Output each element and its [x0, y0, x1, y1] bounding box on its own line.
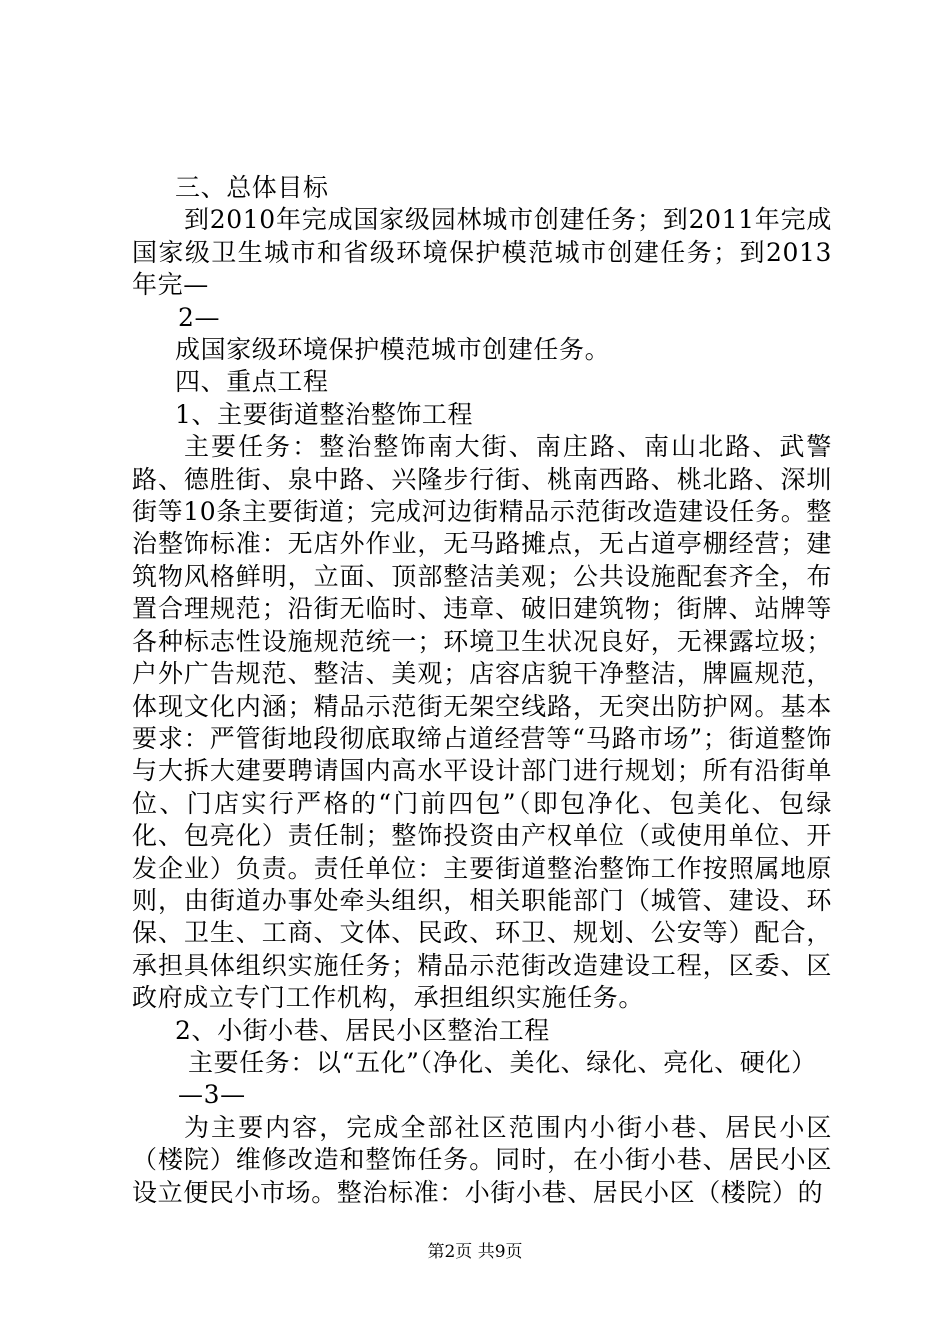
page-marker-3: —3—	[178, 1080, 246, 1110]
subheading-main-streets: 1、主要街道整治整饰工程	[175, 399, 474, 429]
document-body	[132, 172, 832, 1209]
paragraph-overall-goal: 到2010年完成国家级园林城市创建任务；到2011年完成国家级卫生城市和省级环境保护模范城市创建任务；到2013年完—	[132, 205, 832, 300]
paragraph-small-streets-tasks: 主要任务：以“五化”（净化、美化、绿化、亮化、硬化）	[188, 1047, 817, 1077]
page-marker-2: 2—	[178, 302, 221, 332]
subheading-small-streets: 2、小街小巷、居民小区整治工程	[175, 1015, 550, 1045]
paragraph-main-streets-tasks: 主要任务：整治整饰南大街、南庄路、南山北路、武警路、德胜街、泉中路、兴隆步行街、桃南西路、桃北路、深圳街等10条主要街道；完成河边街精品示范街改造建设任务。整治整饰标准：无店外作业，无马路摊点，无占道亭棚经营；建筑物风格鲜明，立面、顶部整洁美观；公共设施配套齐全，布置合理规范；沿街无临时、违章、破旧建筑物；街牌、站牌等各种标志性设施规范统一；环境卫生状况良好，无裸露垃圾；户外广告规范、整洁、美观；店容店貌干净整洁，牌匾规范，体现文化内涵；精品示范街无架空线路，无突出防护网。基本要求：严管街地段彻底取缔占道经营等“马路市场”；街道整饰与大拆大建要聘请国内高水平设计部门进行规划；所有沿街单位、门店实行严格的“门前四包”（即包净化、包美化、包绿化、包亮化）责任制；整饰投资由产权单位（或使用单位、开发企业）负责。责任单位：主要街道整治整饰工作按照属地原则，由街道办事处牵头组织，相关职能部门（城管、建设、环保、卫生、工商、文体、民政、环卫、规划、公安等）配合，承担具体组织实施任务；精品示范街改造建设工程，区委、区政府成立专门工作机构，承担组织实施任务。	[132, 432, 832, 1013]
paragraph-small-streets-continued: 为主要内容，完成全部社区范围内小街小巷、居民小区（楼院）维修改造和整饰任务。同时，在小街小巷、居民小区设立便民小市场。整治标准：小街小巷、居民小区（楼院）的	[132, 1112, 832, 1207]
paragraph-overall-goal-continued: 成国家级环境保护模范城市创建任务。	[175, 335, 611, 365]
section-heading-3: 三、总体目标	[175, 173, 329, 202]
page-footer: 第2页 共9页	[427, 1242, 523, 1262]
section-heading-4: 四、重点工程	[175, 367, 329, 397]
